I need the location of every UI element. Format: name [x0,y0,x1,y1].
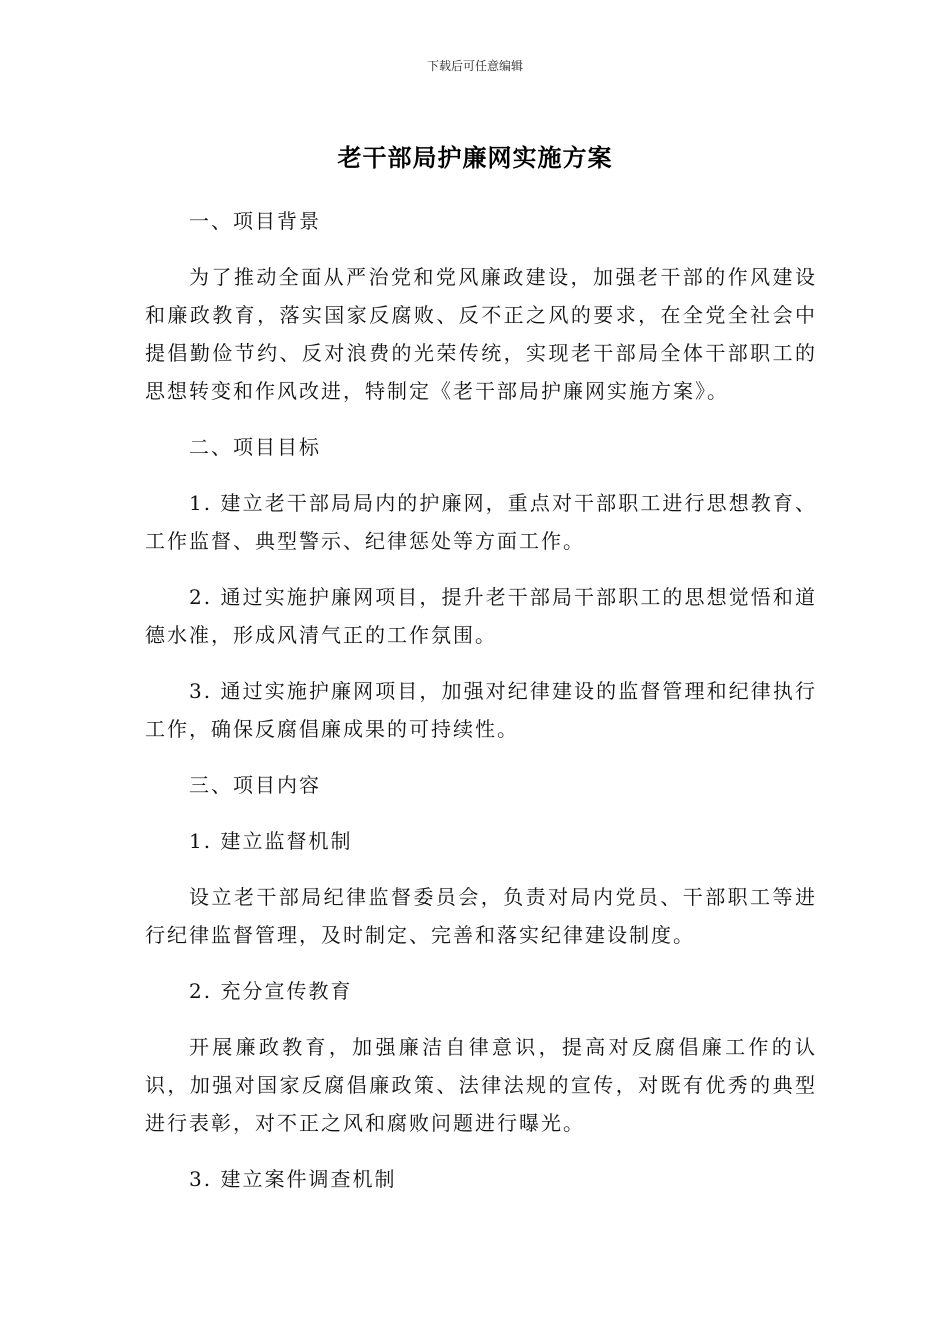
section-heading-background: 一、项目背景 [189,209,321,233]
paragraph-goal-1: 1. 建立老干部局局内的护廉网，重点对干部职工进行思想教育、工作监督、典型警示、纪律惩处等方面工作。 [145,491,817,553]
subheading-supervision: 1. 建立监督机制 [189,829,353,853]
paragraph-goal-3: 3. 通过实施护廉网项目，加强对纪律建设的监督管理和纪律执行工作，确保反腐倡廉成果的可持续性。 [145,679,817,741]
section-heading-goals: 二、项目目标 [189,435,321,459]
document-title: 老干部局护廉网实施方案 [337,144,613,172]
section-heading-content: 三、项目内容 [189,773,321,797]
subheading-investigation: 3. 建立案件调查机制 [189,1167,397,1191]
document-body [145,202,817,1216]
paragraph-background: 为了推动全面从严治党和党风廉政建设，加强老干部的作风建设和廉政教育，落实国家反腐败、反不正之风的要求，在全党全社会中提倡勤俭节约、反对浪费的光荣传统，实现老干部局全体干部职工的思想转变和作风改进，特制定《老干部局护廉网实施方案》。 [145,265,817,403]
paragraph-education: 开展廉政教育，加强廉洁自律意识，提高对反腐倡廉工作的认识，加强对国家反腐倡廉政策、法律法规的宣传，对既有优秀的典型进行表彰，对不正之风和腐败问题进行曝光。 [145,1035,817,1135]
header-note: 下载后可任意编辑 [426,59,523,73]
subheading-education: 2. 充分宣传教育 [189,979,353,1003]
paragraph-goal-2: 2. 通过实施护廉网项目，提升老干部局干部职工的思想觉悟和道德水准，形成风清气正的工作氛围。 [145,585,817,647]
paragraph-supervision: 设立老干部局纪律监督委员会，负责对局内党员、干部职工等进行纪律监督管理，及时制定、完善和落实纪律建设制度。 [145,885,817,947]
